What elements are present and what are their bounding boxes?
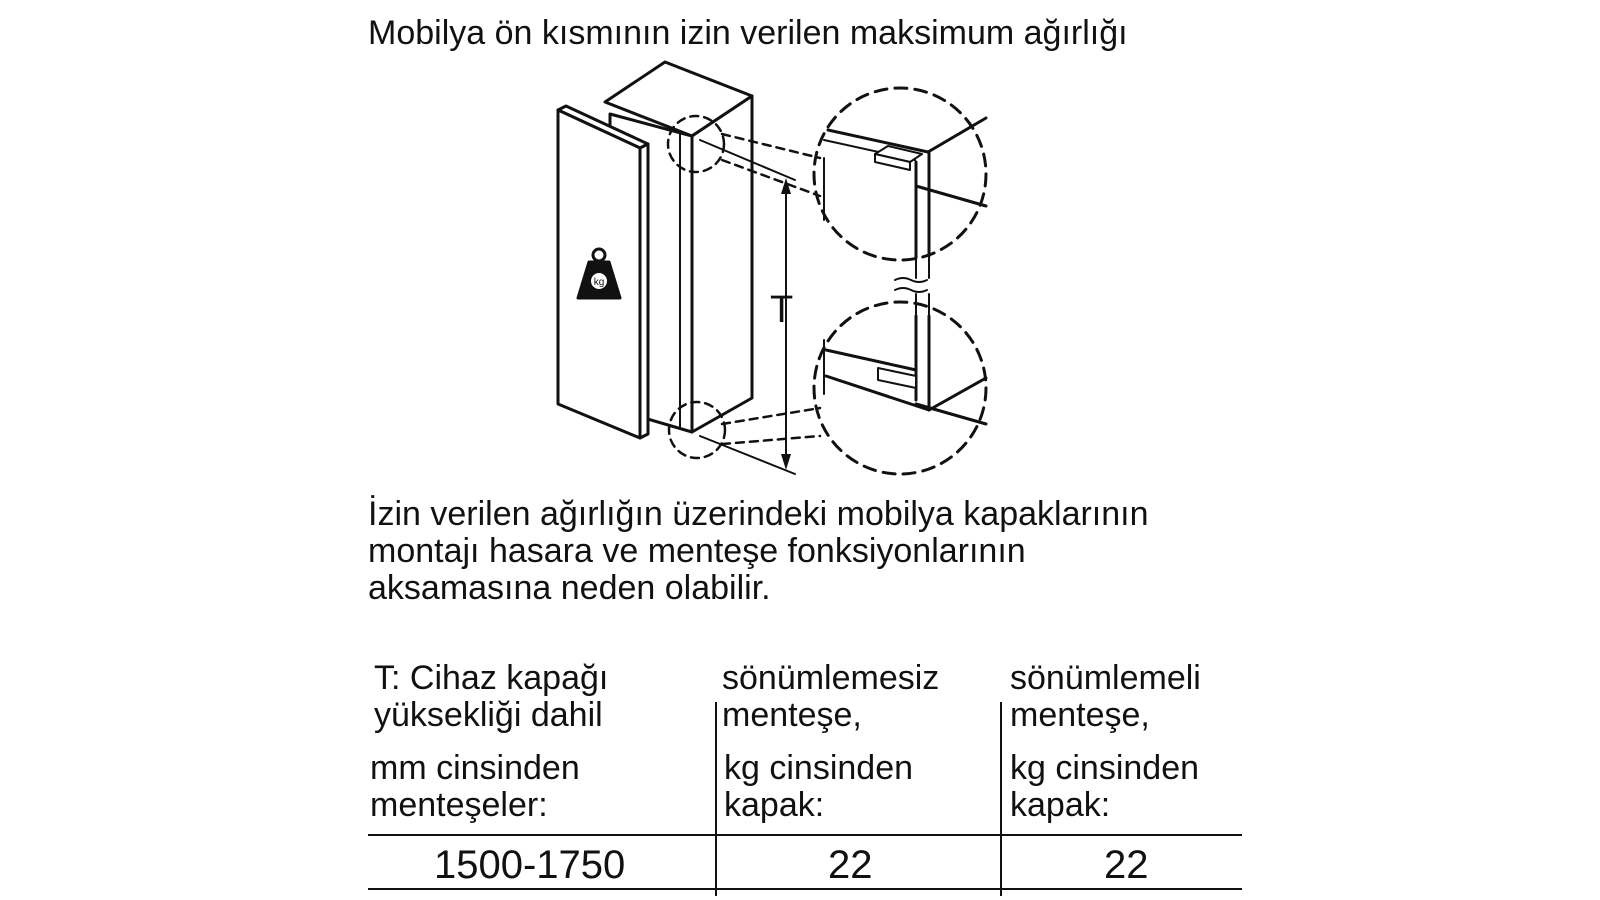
bottom-rule bbox=[368, 888, 1242, 890]
warning-line-2: montajı hasara ve menteşe fonksiyonlarının bbox=[368, 532, 1026, 570]
height-label: T bbox=[770, 289, 794, 331]
warning-line-1: İzin verilen ağırlığın üzerindeki mobilya kapaklarının bbox=[368, 495, 1149, 533]
unit-line: kg cinsinden bbox=[1010, 749, 1200, 787]
unit-line: mm cinsinden bbox=[370, 749, 580, 787]
damped-weight-value: 22 bbox=[1104, 843, 1149, 887]
header-line: menteşe, bbox=[1010, 696, 1150, 734]
unit-line: kapak: bbox=[1010, 786, 1111, 824]
header-line: T: Cihaz kapağı bbox=[374, 659, 609, 697]
spec-table bbox=[368, 660, 1242, 896]
unit-line: kg cinsinden bbox=[724, 749, 914, 787]
col-damped-unit bbox=[1010, 750, 1199, 824]
column-divider bbox=[1000, 702, 1002, 896]
warning-text bbox=[368, 496, 1268, 607]
unit-line: kapak: bbox=[724, 786, 825, 824]
unit-line: menteşeler: bbox=[370, 786, 548, 824]
page-title: Mobilya ön kısmının izin verilen maksimum ağırlığı bbox=[368, 14, 1128, 52]
installation-illustration bbox=[540, 58, 1010, 488]
col-height-header bbox=[374, 660, 608, 734]
column-divider bbox=[715, 702, 717, 896]
undamped-weight-value: 22 bbox=[828, 843, 873, 887]
header-rule bbox=[368, 834, 1242, 836]
header-line: yüksekliği dahil bbox=[374, 696, 603, 734]
col-damped-header bbox=[1010, 660, 1201, 734]
col-height-unit bbox=[370, 750, 580, 824]
warning-line-3: aksamasına neden olabilir. bbox=[368, 569, 771, 607]
hinge-detail-bottom bbox=[814, 302, 986, 474]
header-line: menteşe, bbox=[722, 696, 862, 734]
weight-badge-text: kg bbox=[593, 277, 605, 288]
col-undamped-unit bbox=[724, 750, 913, 824]
header-line: sönümlemesiz bbox=[722, 659, 940, 697]
height-range-value: 1500-1750 bbox=[434, 843, 626, 887]
hinge-detail-top bbox=[814, 88, 986, 260]
header-line: sönümlemeli bbox=[1010, 659, 1201, 697]
col-undamped-header bbox=[722, 660, 939, 734]
